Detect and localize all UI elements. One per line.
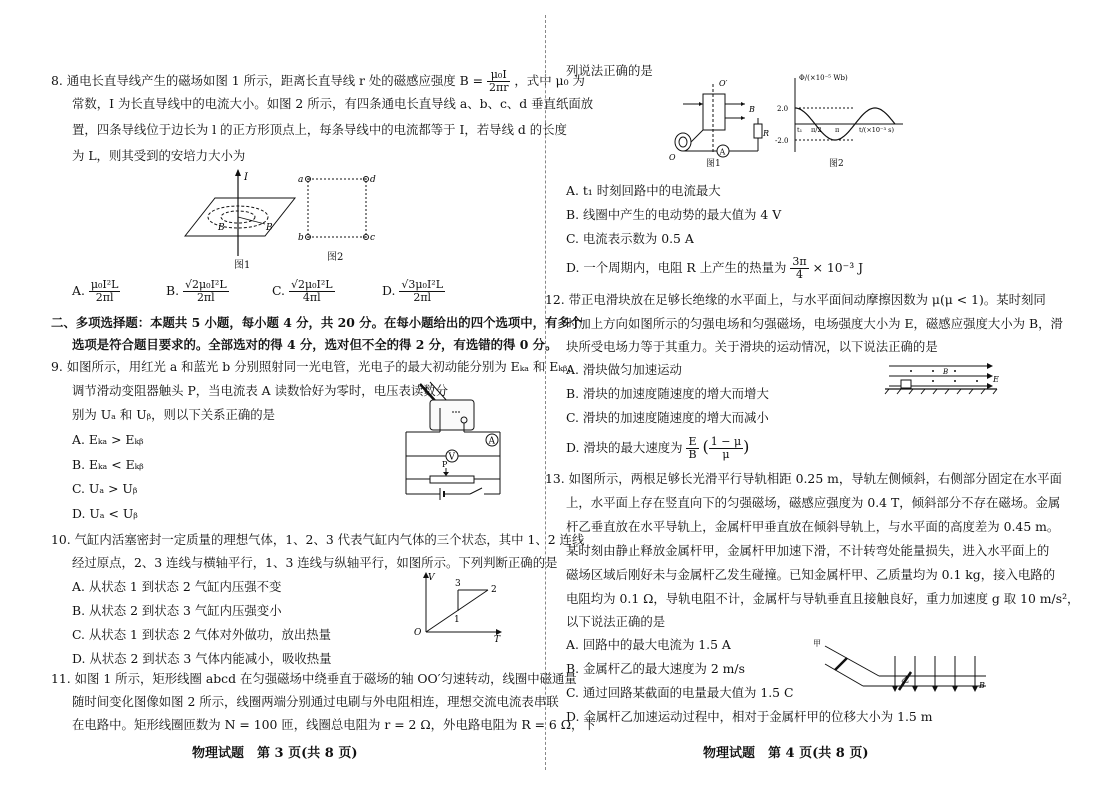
q13-line7: 以下说法正确的是 <box>566 614 666 629</box>
q11-fig2-y-pos: 2.0 <box>777 105 789 113</box>
q11-fig2-pi-half: π/2 <box>811 126 822 134</box>
q12-fig-E: E <box>993 375 999 384</box>
q11-fig2-ylabel: Φ/(×10⁻⁵ Wb) <box>799 74 848 82</box>
q11-continued-line: 列说法正确的是 <box>566 63 653 78</box>
q10-origin-O: O <box>414 628 422 638</box>
q11-fig1-B: B <box>749 105 755 114</box>
q10-axis-T: T <box>494 635 501 645</box>
q10-option-c: C. 从状态 1 到状态 2 气体对外做功，放出热量 <box>72 627 332 642</box>
q11-figure1 <box>663 80 768 162</box>
q8-fig2-label-b: b <box>298 233 304 243</box>
q8-line3: 置，四条导线位于边长为 l 的正方形顶点上，每条导线中的电流都等于 I，若导线 d 的长度 <box>72 122 567 137</box>
q11-fig1-ammeter: A <box>719 147 726 157</box>
q13-rails-figure <box>811 636 996 694</box>
q12-option-b: B. 滑块的加速度随速度的增大而增大 <box>566 386 769 401</box>
page-divider <box>545 15 547 770</box>
q11-figure2-graph <box>775 72 910 162</box>
q8-fig1-label-I: I <box>244 172 248 183</box>
q8-option-a: A. $\frac{\text{μ₀I²L}}{2\pi l}$ <box>72 278 119 304</box>
q9-option-a: A. Eₖₐ > Eₖᵦ <box>72 432 144 447</box>
q11-line1: 11. 如图 1 所示，矩形线圈 abcd 在匀强磁场中绕垂直于磁场的轴 OO′匀速转动，线圈中磁通量 <box>51 671 577 686</box>
right-page <box>545 0 1106 800</box>
q8-formula-fraction: $\frac{\text{μ₀I}}{2\pi r}$ <box>488 68 509 94</box>
q9-option-c: C. Uₐ > Uᵦ <box>72 481 138 496</box>
q8-figure2 <box>295 170 375 245</box>
q13-line2: 上，水平面上存在竖直向下的匀强磁场，磁感应强度为 0.4 T，倾斜部分不存在磁场。金属 <box>566 495 1061 510</box>
q12-line2: 时加上方向如图所示的匀强电场和匀强磁场，电场强度大小为 E，磁感应强度大小为 B，滑 <box>566 316 1063 331</box>
q13-line3: 杆乙垂直放在水平导轨上，金属杆甲垂直放在倾斜导轨上，与水平面的高度差为 0.45 m。 <box>566 519 1060 534</box>
q10-option-d: D. 从状态 2 到状态 3 气体内能减小，吸收热量 <box>72 651 332 666</box>
q9-ammeter-label: A <box>488 436 495 447</box>
q11-fig1-R: R <box>763 129 770 138</box>
q12-option-d: D. 滑块的最大速度为 $\frac{E}{B}$ ( $\frac{1 - \mu}{\mu}$ ) <box>566 435 750 461</box>
left-page-footer: 物理试题 第 3 页(共 8 页) <box>192 746 358 761</box>
right-page-footer: 物理试题 第 4 页(共 8 页) <box>703 746 869 761</box>
q11-fig2-t1: t₁ <box>797 126 803 134</box>
q9-slider-label: P <box>442 460 448 469</box>
q12-option-a: A. 滑块做匀加速运动 <box>566 362 682 377</box>
q12-field-figure <box>881 358 1001 400</box>
q8-fig2-label-d: d <box>370 175 376 185</box>
q10-option-a: A. 从状态 1 到状态 2 气缸内压强不变 <box>72 579 282 594</box>
q8-fig1-caption: 图1 <box>234 260 251 271</box>
q11-line3: 在电路中。矩形线圈匝数为 N = 100 匝，线圈总电阻为 r = 2 Ω，外电路电阻为 R = 6 Ω，下 <box>72 717 596 732</box>
q11-fig2-y-neg: -2.0 <box>775 137 789 145</box>
q13-option-b: B. 金属杆乙的最大速度为 2 m/s <box>566 661 745 676</box>
q10-line2: 经过原点，2、3 连线与横轴平行，1、3 连线与纵轴平行，如图所示。下列判断正确的是 <box>72 555 558 570</box>
q11-fig1-O: O <box>669 153 676 162</box>
q13-line4: 某时刻由静止释放金属杆甲，金属杆甲加速下滑，不计转弯处能量损失，进入水平面上的 <box>566 543 1050 558</box>
q13-option-c: C. 通过回路某截面的电量最大值为 1.5 C <box>566 685 794 700</box>
q8-fig1-label-B1: B <box>218 223 225 233</box>
q13-fig-rod-yi: 乙 <box>901 675 909 684</box>
q9-option-d: D. Uₐ < Uᵦ <box>72 506 138 521</box>
section2-heading-line1: 二、多项选择题：本题共 5 小题，每小题 4 分，共 20 分。在每小题给出的四个选项中，有多个 <box>51 315 583 330</box>
q8-line2: 常数，I 为长直导线中的电流大小。如图 2 所示，有四条通电长直导线 a、b、c、d 垂直纸面放 <box>72 96 594 111</box>
q11-option-c: C. 电流表示数为 0.5 A <box>566 231 694 246</box>
q8-option-b: B. $\frac{\text{√2μ₀I²L}}{2\pi l}$ <box>166 278 227 304</box>
q9-line3: 别为 Uₐ 和 Uᵦ，则以下关系正确的是 <box>72 407 276 422</box>
q11-fig1-caption: 图1 <box>706 159 721 169</box>
q8-fig2-label-c: c <box>370 233 376 243</box>
q9-line2: 调节滑动变阻器触头 P，当电流表 A 读数恰好为零时，电压表读数分 <box>72 383 449 398</box>
q11-line2: 随时间变化图像如图 2 所示，线圈两端分别通过电刷与外电阻相连，理想交流电流表串联 <box>72 694 559 709</box>
q13-line5: 磁场区域后刚好未与金属杆乙发生碰撞。已知金属杆甲、乙质量均为 0.1 kg，接入电路的 <box>566 567 1056 582</box>
q8-fig2-label-a: a <box>298 175 304 185</box>
q13-option-d: D. 金属杆乙加速运动过程中，相对于金属杆甲的位移大小为 1.5 m <box>566 709 933 724</box>
q11-option-a: A. t₁ 时刻回路中的电流最大 <box>566 183 721 198</box>
q13-line6: 电阻均为 0.1 Ω，导轨电阻不计，金属杆与导轨垂直且接触良好，重力加速度 g 取 10 m/s²， <box>566 591 1080 606</box>
q12-line3: 块所受电场力等于其重力。关于滑块的运动情况，以下说法正确的是 <box>566 339 938 354</box>
q11-fig1-O-prime: O′ <box>719 79 728 88</box>
q12-line1: 12. 带正电滑块放在足够长绝缘的水平面上，与水平面间动摩擦因数为 μ(μ < 1)。某时刻同 <box>545 292 1046 307</box>
q13-fig-B: B <box>979 681 985 690</box>
q8-option-d: D. $\frac{\text{√3μ₀I²L}}{2\pi l}$ <box>382 278 444 304</box>
section2-heading-line2: 选项是符合题目要求的。全部选对的得 4 分，选对但不全的得 2 分，有选错的得 0 分。 <box>72 337 558 352</box>
q11-fig2-xlabel: t/(×10⁻³ s) <box>859 126 895 134</box>
q10-option-b: B. 从状态 2 到状态 3 气缸内压强变小 <box>72 603 282 618</box>
q8-fig1-label-B2: B <box>266 223 273 233</box>
q8-fig2-caption: 图2 <box>327 252 344 263</box>
q10-state-2: 2 <box>491 585 497 595</box>
q8-option-c: C. $\frac{\text{√2μ₀I²L}}{4\pi l}$ <box>272 278 333 304</box>
q8-figure1 <box>180 168 300 260</box>
q9-line1: 9. 如图所示，用红光 a 和蓝光 b 分别照射同一光电管，光电子的最大初动能分别为 Eₖₐ 和 Eₖᵦ， <box>51 359 580 374</box>
q11-fig2-caption: 图2 <box>829 159 844 169</box>
q12-option-c: C. 滑块的加速度随速度的增大而减小 <box>566 410 769 425</box>
q8-line4: 为 L，则其受到的安培力大小为 <box>72 148 246 163</box>
q13-line1: 13. 如图所示，两根足够长光滑平行导轨相距 0.25 m，导轨左侧倾斜，右侧部分固定在水平面 <box>545 471 1062 486</box>
q11-option-b: B. 线圈中产生的电动势的最大值为 4 V <box>566 207 782 222</box>
q10-state-1: 1 <box>454 615 460 625</box>
q9-circuit-figure <box>400 382 510 502</box>
q10-line1: 10. 气缸内活塞密封一定质量的理想气体，1、2、3 代表气缸内气体的三个状态，其中 1、2 连线 <box>51 532 585 547</box>
q10-axis-V: V <box>428 573 435 583</box>
q10-vt-graph <box>410 570 505 645</box>
q11-option-d: D. 一个周期内，电阻 R 上产生的热量为 $\frac{3\pi}{4}$ × 10⁻³ J <box>566 255 864 281</box>
q12-fig-B: B <box>943 368 949 376</box>
q9-voltmeter-label: V <box>448 452 455 463</box>
q11-fig2-pi: π <box>835 126 840 134</box>
q13-option-a: A. 回路中的最大电流为 1.5 A <box>566 637 731 652</box>
q13-fig-rod-jia: 甲 <box>813 639 821 648</box>
q8-line1: 8. 通电长直导线产生的磁场如图 1 所示，距离长直导线 r 处的磁感应强度 B = $\frac{\text{μ₀I}}{2\pi r}$ ，式中 μ₀ 为 <box>51 68 585 94</box>
q9-option-b: B. Eₖₐ < Eₖᵦ <box>72 457 144 472</box>
q10-state-3: 3 <box>455 579 461 589</box>
